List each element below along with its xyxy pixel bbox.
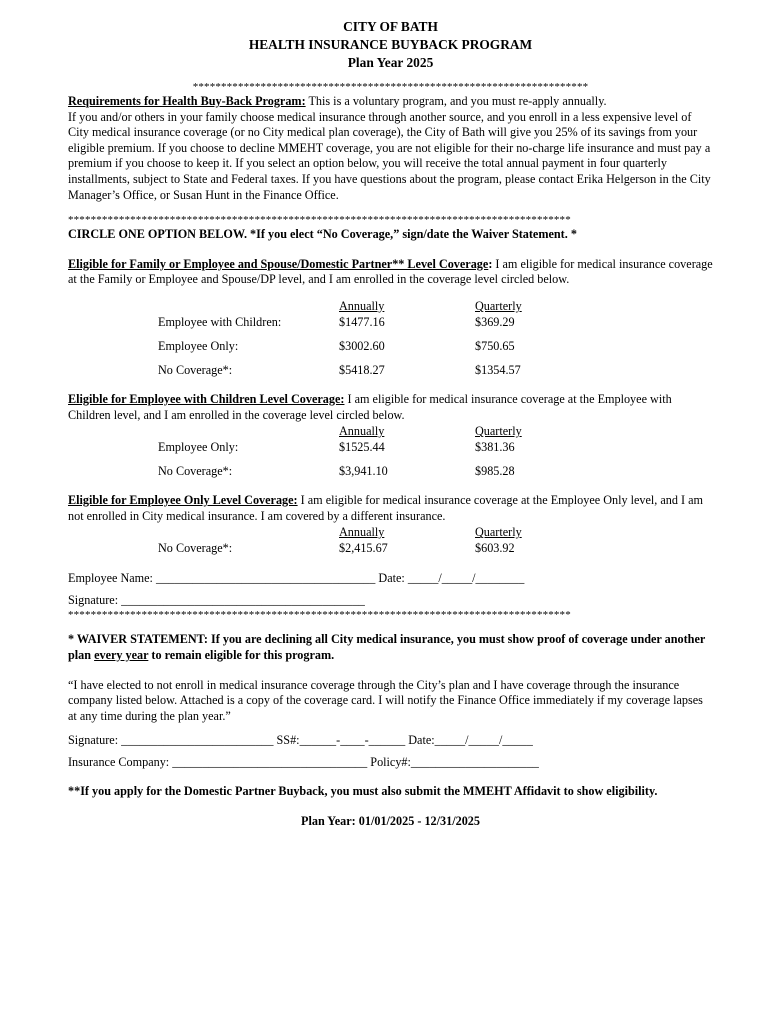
family-coverage-table <box>68 298 713 378</box>
insurance-company-field[interactable]: Insurance Company: ________________________________ Policy#:_____________________ <box>68 755 539 770</box>
requirements-paragraph <box>68 94 713 203</box>
table-row[interactable]: No Coverage*: $5418.27 $1354.57 <box>158 362 521 377</box>
table-row[interactable]: Employee Only: $1525.44 $381.36 <box>158 440 515 455</box>
circle-instruction: CIRCLE ONE OPTION BELOW. *If you elect “No Coverage,” sign/date the Waiver Statement. * <box>68 227 577 242</box>
requirements-body: If you and/or others in your family choose medical insurance through another source, and you enroll in a less expensive level of City medical insurance coverage (or no City medical plan coverage), the City of Bath will give you 25% of its savings from your eligible premium. If you choose to decline MMEHT coverage, you are not eligible for their no-charge life insurance and must pay a premium if you choose to keep it. If you select an option below, you will receive the total annual payment in four quarterly installments, subject to State and Federal taxes. If you have questions about the program, please contact Erika Helgerson in the City Manager’s Office, or Susan Hunt in the Finance Office. <box>68 109 711 202</box>
col-quarterly-header: Quarterly <box>475 298 522 313</box>
header-city: CITY OF BATH <box>343 19 438 34</box>
table-row[interactable]: Employee Only: $3002.60 $750.65 <box>158 338 515 353</box>
separator-mid: ***************************************************************************************** <box>68 214 571 227</box>
section-family-heading: Eligible for Family or Employee and Spouse/Domestic Partner** Level Coverage <box>68 256 489 271</box>
col-annually-header: Annually <box>339 298 385 313</box>
only-coverage-table: Annually Quarterly No Coverage*: $2,415.67 $603.92 <box>68 524 713 556</box>
section-children-intro <box>68 392 713 423</box>
employee-name-field[interactable]: Employee Name: ____________________________________ Date: _____/_____/________ <box>68 571 525 586</box>
header-plan-year: Plan Year 2025 <box>347 55 434 70</box>
plan-year-footer: Plan Year: 01/01/2025 - 12/31/2025 <box>301 813 480 828</box>
header-program: HEALTH INSURANCE BUYBACK PROGRAM <box>248 37 533 52</box>
section-children-heading: Eligible for Employee with Children Level Coverage: <box>68 391 345 406</box>
separator-top: ********************************************************************** <box>192 81 589 93</box>
section-only-intro <box>68 493 713 524</box>
signature-field[interactable]: Signature: ________________________________________ <box>68 593 365 608</box>
waiver-signature-field[interactable]: Signature: _________________________ SS#:______-____-______ Date:_____/_____/_____ <box>68 733 533 748</box>
table-row[interactable]: Employee with Children: $1477.16 $369.29 <box>158 314 515 329</box>
section-children-text: I am eligible for medical insurance coverage at the Employee with Children level, and I am enrolled in the coverage level circled below. <box>68 391 672 422</box>
table-row[interactable]: No Coverage*: $3,941.10 $985.28 <box>158 464 515 479</box>
waiver-quote: “I have elected to not enroll in medical insurance coverage through the City’s plan and I have coverage through the insurance company listed below. Attached is a copy of the coverage card. I will notify the Finance Office immediately if my coverage lapses at any time during the plan year.” <box>68 677 703 723</box>
requirements-heading: Requirements for Health Buy-Back Program: <box>68 94 306 108</box>
domestic-partner-note: **If you apply for the Domestic Partner Buyback, you must also submit the MMEHT Affidavit to show eligibility. <box>68 784 658 799</box>
separator-bottom: ***************************************************************************************** <box>68 609 571 622</box>
table-row[interactable]: No Coverage*: $2,415.67 $603.92 <box>158 541 515 556</box>
waiver-heading: * WAIVER STATEMENT: If you are declining all City medical insurance, you must show proof of coverage under another plan every year to remain eligible for this program. <box>68 632 706 662</box>
document-page <box>68 18 713 829</box>
requirements-lead: This is a voluntary program, and you must re-apply annually. <box>305 94 607 108</box>
section-only-heading: Eligible for Employee Only Level Coverage: <box>68 493 298 508</box>
section-family-text: I am eligible for medical insurance coverage at the Family or Employee and Spouse/DP level, and I am enrolled in the coverage level circled below. <box>68 256 713 287</box>
section-family-intro: Eligible for Family or Employee and Spouse/Domestic Partner** Level Coverage: I am eligible for medical insurance coverage at the Family or Employee and Spouse/DP level, and I am enrolled in the coverage level circled below. <box>68 256 713 287</box>
children-coverage-table: Annually Quarterly Employee Only: $1525.44 $381.36 No Coverage*: $3,941.10 $985.28 <box>68 423 713 479</box>
section-only-text: I am eligible for medical insurance coverage at the Employee Only level, and I am not enrolled in City medical insurance. I am covered by a different insurance. <box>68 493 704 523</box>
